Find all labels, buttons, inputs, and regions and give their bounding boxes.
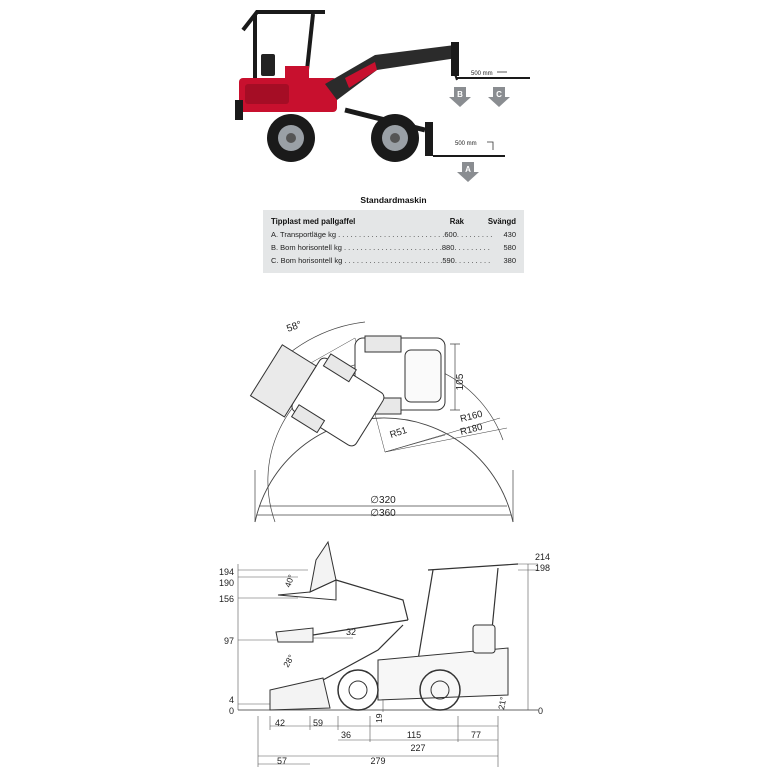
right-height-labels bbox=[535, 552, 550, 716]
svg-text:57: 57 bbox=[276, 756, 288, 766]
angle-rear-label: 21° bbox=[496, 695, 509, 711]
machine-photo bbox=[225, 0, 535, 190]
svg-text:4: 4 bbox=[228, 695, 234, 705]
machine-body-side bbox=[378, 625, 508, 700]
lower-fork-callout bbox=[455, 141, 493, 150]
row-label: A. Transportläge kg . . . . . . . . . . . . . . . . . . . . . . . . . . bbox=[271, 230, 445, 239]
svg-text:214: 214 bbox=[535, 552, 551, 562]
svg-text:500 mm: 500 mm bbox=[471, 71, 493, 77]
svg-text:500 mm: 500 mm bbox=[455, 141, 477, 147]
bucket-lowered bbox=[270, 678, 330, 710]
table-header bbox=[271, 215, 516, 228]
table-row bbox=[271, 241, 516, 254]
side-view-diagram bbox=[218, 530, 558, 767]
svg-text:227: 227 bbox=[410, 743, 426, 753]
svg-text:77: 77 bbox=[470, 730, 482, 740]
table-row bbox=[271, 228, 516, 241]
wheel-front-side bbox=[338, 670, 378, 710]
svg-text:42: 42 bbox=[274, 718, 286, 728]
upper-fork-callout bbox=[471, 71, 507, 77]
svg-text:B: B bbox=[457, 90, 463, 99]
ground-clearance-label: 19 bbox=[374, 713, 384, 723]
wheel-rear bbox=[267, 114, 315, 162]
svg-text:190: 190 bbox=[218, 578, 234, 588]
row-svangd: 430 bbox=[503, 230, 516, 239]
marker-a-icon bbox=[457, 162, 479, 182]
machine-canopy bbox=[243, 12, 325, 80]
bucket-middle bbox=[276, 628, 313, 642]
d-large-label: ∅360 bbox=[370, 508, 396, 519]
bucket-raised bbox=[278, 542, 336, 600]
load-capacity-table bbox=[263, 190, 524, 273]
canopy-frame bbox=[418, 564, 518, 660]
marker-c-icon bbox=[488, 87, 510, 107]
svg-text:0: 0 bbox=[538, 706, 544, 716]
wheel-front bbox=[371, 114, 419, 162]
svg-text:36: 36 bbox=[340, 730, 352, 740]
bottom-dimensions-row2 bbox=[410, 743, 425, 753]
table-title: Standardmaskin bbox=[360, 195, 427, 205]
svg-text:105: 105 bbox=[455, 373, 466, 391]
row-label: C. Bom horisontell kg . . . . . . . . . . . . . . . . . . . . . . . . bbox=[271, 256, 443, 265]
svg-text:198: 198 bbox=[535, 563, 551, 573]
header-rak: Rak bbox=[449, 217, 464, 226]
header-label: Tipplast med pallgaffel bbox=[271, 217, 356, 226]
marker-b-icon bbox=[449, 87, 471, 107]
width-dimension bbox=[450, 344, 466, 410]
turning-radius-diagram bbox=[245, 310, 525, 525]
lower-fork bbox=[345, 110, 505, 156]
row-svangd: 380 bbox=[503, 256, 516, 265]
svg-text:115: 115 bbox=[406, 730, 422, 740]
svg-text:156: 156 bbox=[218, 594, 234, 604]
left-height-labels bbox=[219, 567, 234, 716]
table-row bbox=[271, 254, 516, 267]
svg-text:A: A bbox=[465, 165, 471, 174]
bottom-dimensions-row3 bbox=[277, 756, 386, 766]
machine-body bbox=[235, 54, 337, 120]
row-rak: 600. . . . . . . . . bbox=[444, 230, 493, 239]
row-rak: 880. . . . . . . . . bbox=[441, 243, 490, 252]
angle-label: 58° bbox=[285, 319, 304, 335]
svg-text:59: 59 bbox=[312, 718, 324, 728]
r-small-label: R51 bbox=[388, 425, 409, 441]
r-mid-label: R160 bbox=[459, 408, 484, 425]
header-svangd: Svängd bbox=[487, 217, 516, 226]
angle-low-label: 28° bbox=[281, 652, 297, 669]
reach-label: 32 bbox=[346, 627, 357, 637]
svg-text:194: 194 bbox=[218, 567, 234, 577]
row-svangd: 580 bbox=[503, 243, 516, 252]
row-rak: 590. . . . . . . . . bbox=[442, 256, 491, 265]
svg-text:C: C bbox=[496, 90, 502, 99]
svg-text:279: 279 bbox=[370, 756, 386, 766]
machine-boom bbox=[325, 42, 459, 100]
svg-text:97: 97 bbox=[223, 636, 234, 646]
svg-text:0: 0 bbox=[228, 706, 234, 716]
row-label: B. Bom horisontell kg . . . . . . . . . . . . . . . . . . . . . . . . bbox=[271, 243, 442, 252]
angle-top-label: 40° bbox=[282, 573, 297, 589]
table-body bbox=[263, 210, 524, 273]
d-small-label: ∅320 bbox=[370, 495, 396, 506]
r-large-label: R180 bbox=[459, 421, 484, 438]
